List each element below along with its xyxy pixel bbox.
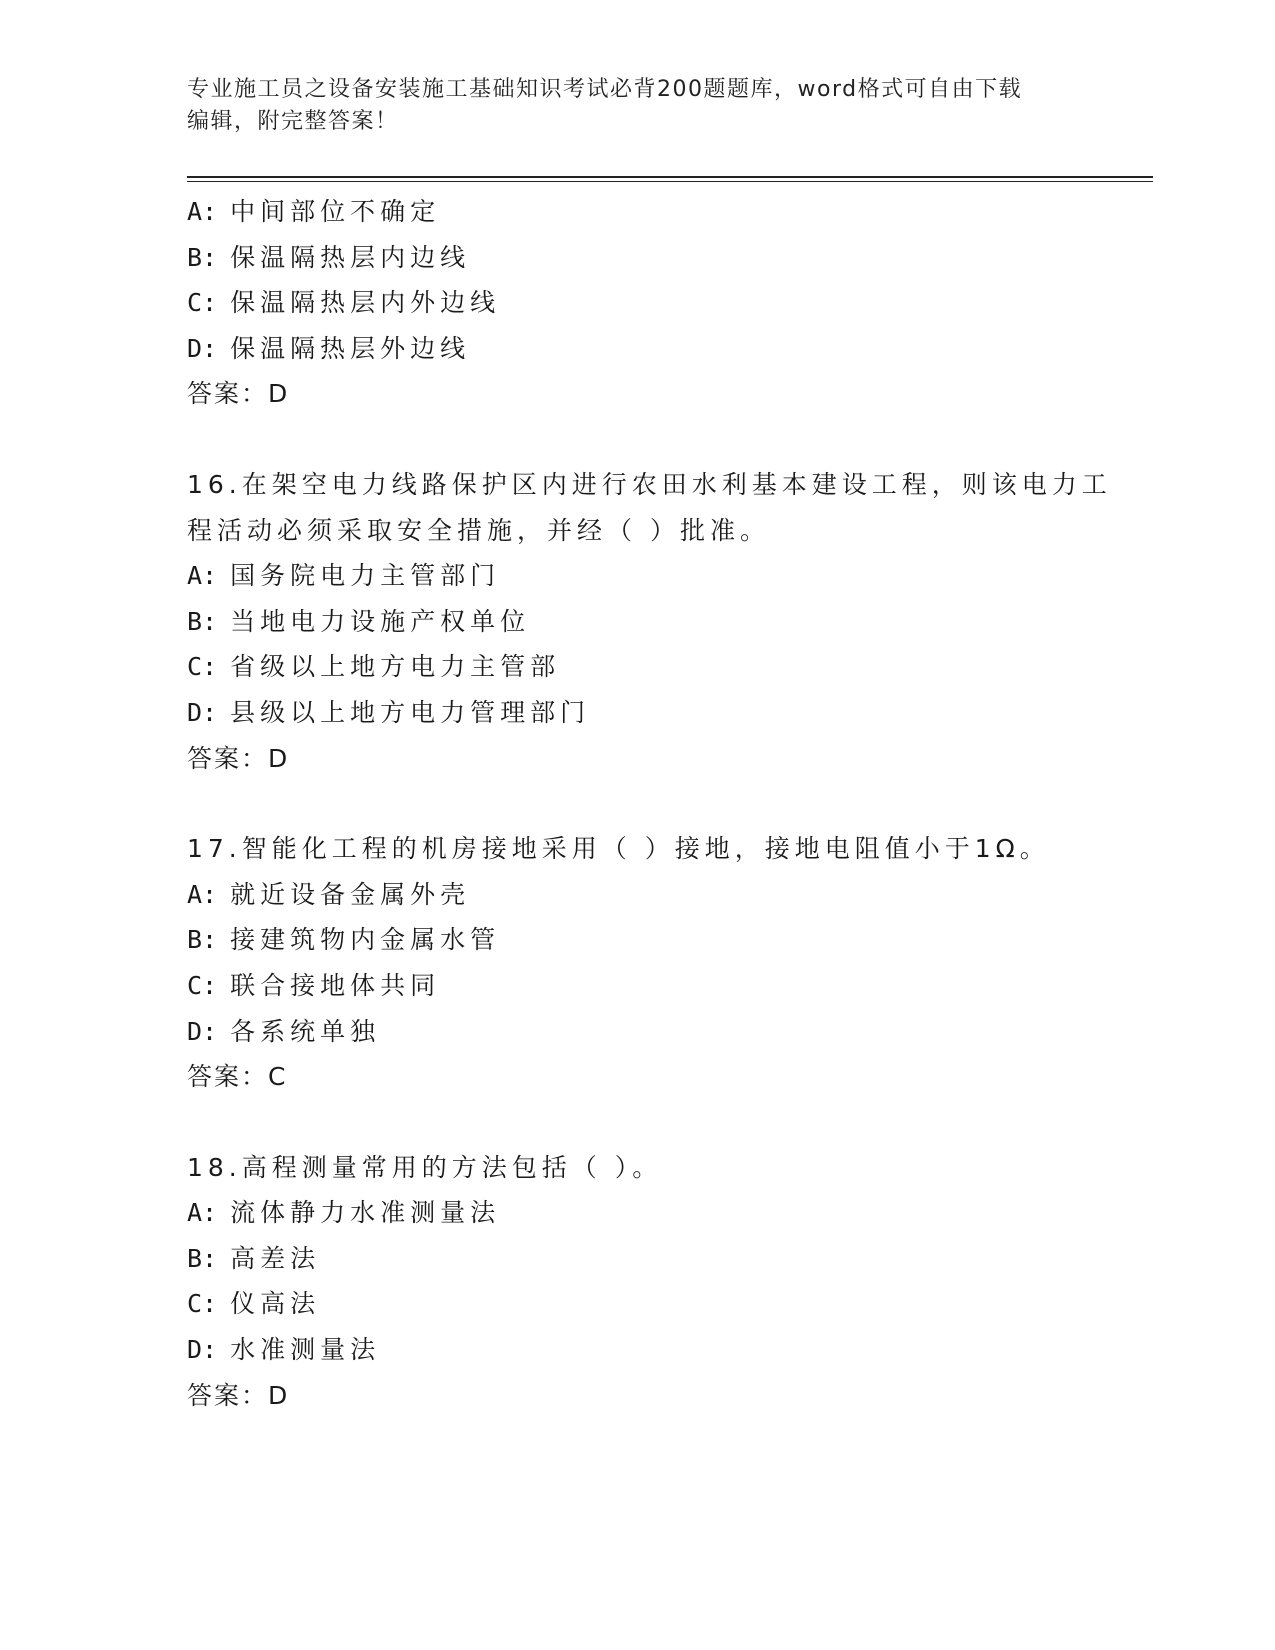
option-d: D: 保温隔热层外边线 (187, 333, 471, 363)
option-c: C: 仪高法 (187, 1289, 321, 1319)
answer-line: 答案：C (187, 1062, 288, 1092)
document-header (187, 74, 1087, 138)
answer-line: 答案：D (187, 379, 290, 409)
header-line-1: 专业施工员之设备安装施工基础知识考试必背200题题库，word格式可自由下载 (187, 77, 1023, 102)
option-a: A: 中间部位不确定 (187, 197, 441, 226)
option-c: C: 保温隔热层内外边线 (187, 288, 501, 318)
option-c: C: 联合接地体共同 (187, 970, 441, 1000)
header-line-2: 编辑，附完整答案！ (187, 109, 399, 134)
question-block-18 (187, 1145, 1153, 1419)
option-b: B: 高差法 (187, 1243, 321, 1273)
question-block-17 (187, 826, 1153, 1100)
option-a: A: 流体静力水准测量法 (187, 1198, 501, 1228)
question-block-prev (187, 189, 1153, 417)
option-b: B: 接建筑物内金属水管 (187, 925, 501, 955)
question-list (187, 189, 1153, 1418)
option-b: B: 保温隔热层内边线 (187, 242, 471, 272)
option-a: A: 就近设备金属外壳 (187, 879, 471, 909)
option-a: A: 国务院电力主管部门 (187, 561, 501, 591)
option-d: D: 县级以上地方电力管理部门 (187, 697, 591, 727)
option-b: B: 当地电力设施产权单位 (187, 606, 531, 636)
question-stem: 16.在架空电力线路保护区内进行农田水利基本建设工程，则该电力工 (187, 469, 1112, 499)
question-stem: 17.智能化工程的机房接地采用（ ）接地，接地电阻值小于1Ω。 (187, 834, 1050, 864)
question-stem: 18.高程测量常用的方法包括（ ）。 (187, 1152, 663, 1182)
answer-line: 答案：D (187, 1380, 290, 1410)
option-c: C: 省级以上地方电力主管部 (187, 652, 561, 682)
header-divider (187, 176, 1153, 182)
option-d: D: 各系统单独 (187, 1016, 381, 1046)
answer-line: 答案：D (187, 743, 290, 773)
question-stem: 程活动必须采取安全措施，并经（ ）批准。 (187, 515, 770, 545)
option-d: D: 水准测量法 (187, 1335, 381, 1365)
question-block-16 (187, 462, 1153, 781)
